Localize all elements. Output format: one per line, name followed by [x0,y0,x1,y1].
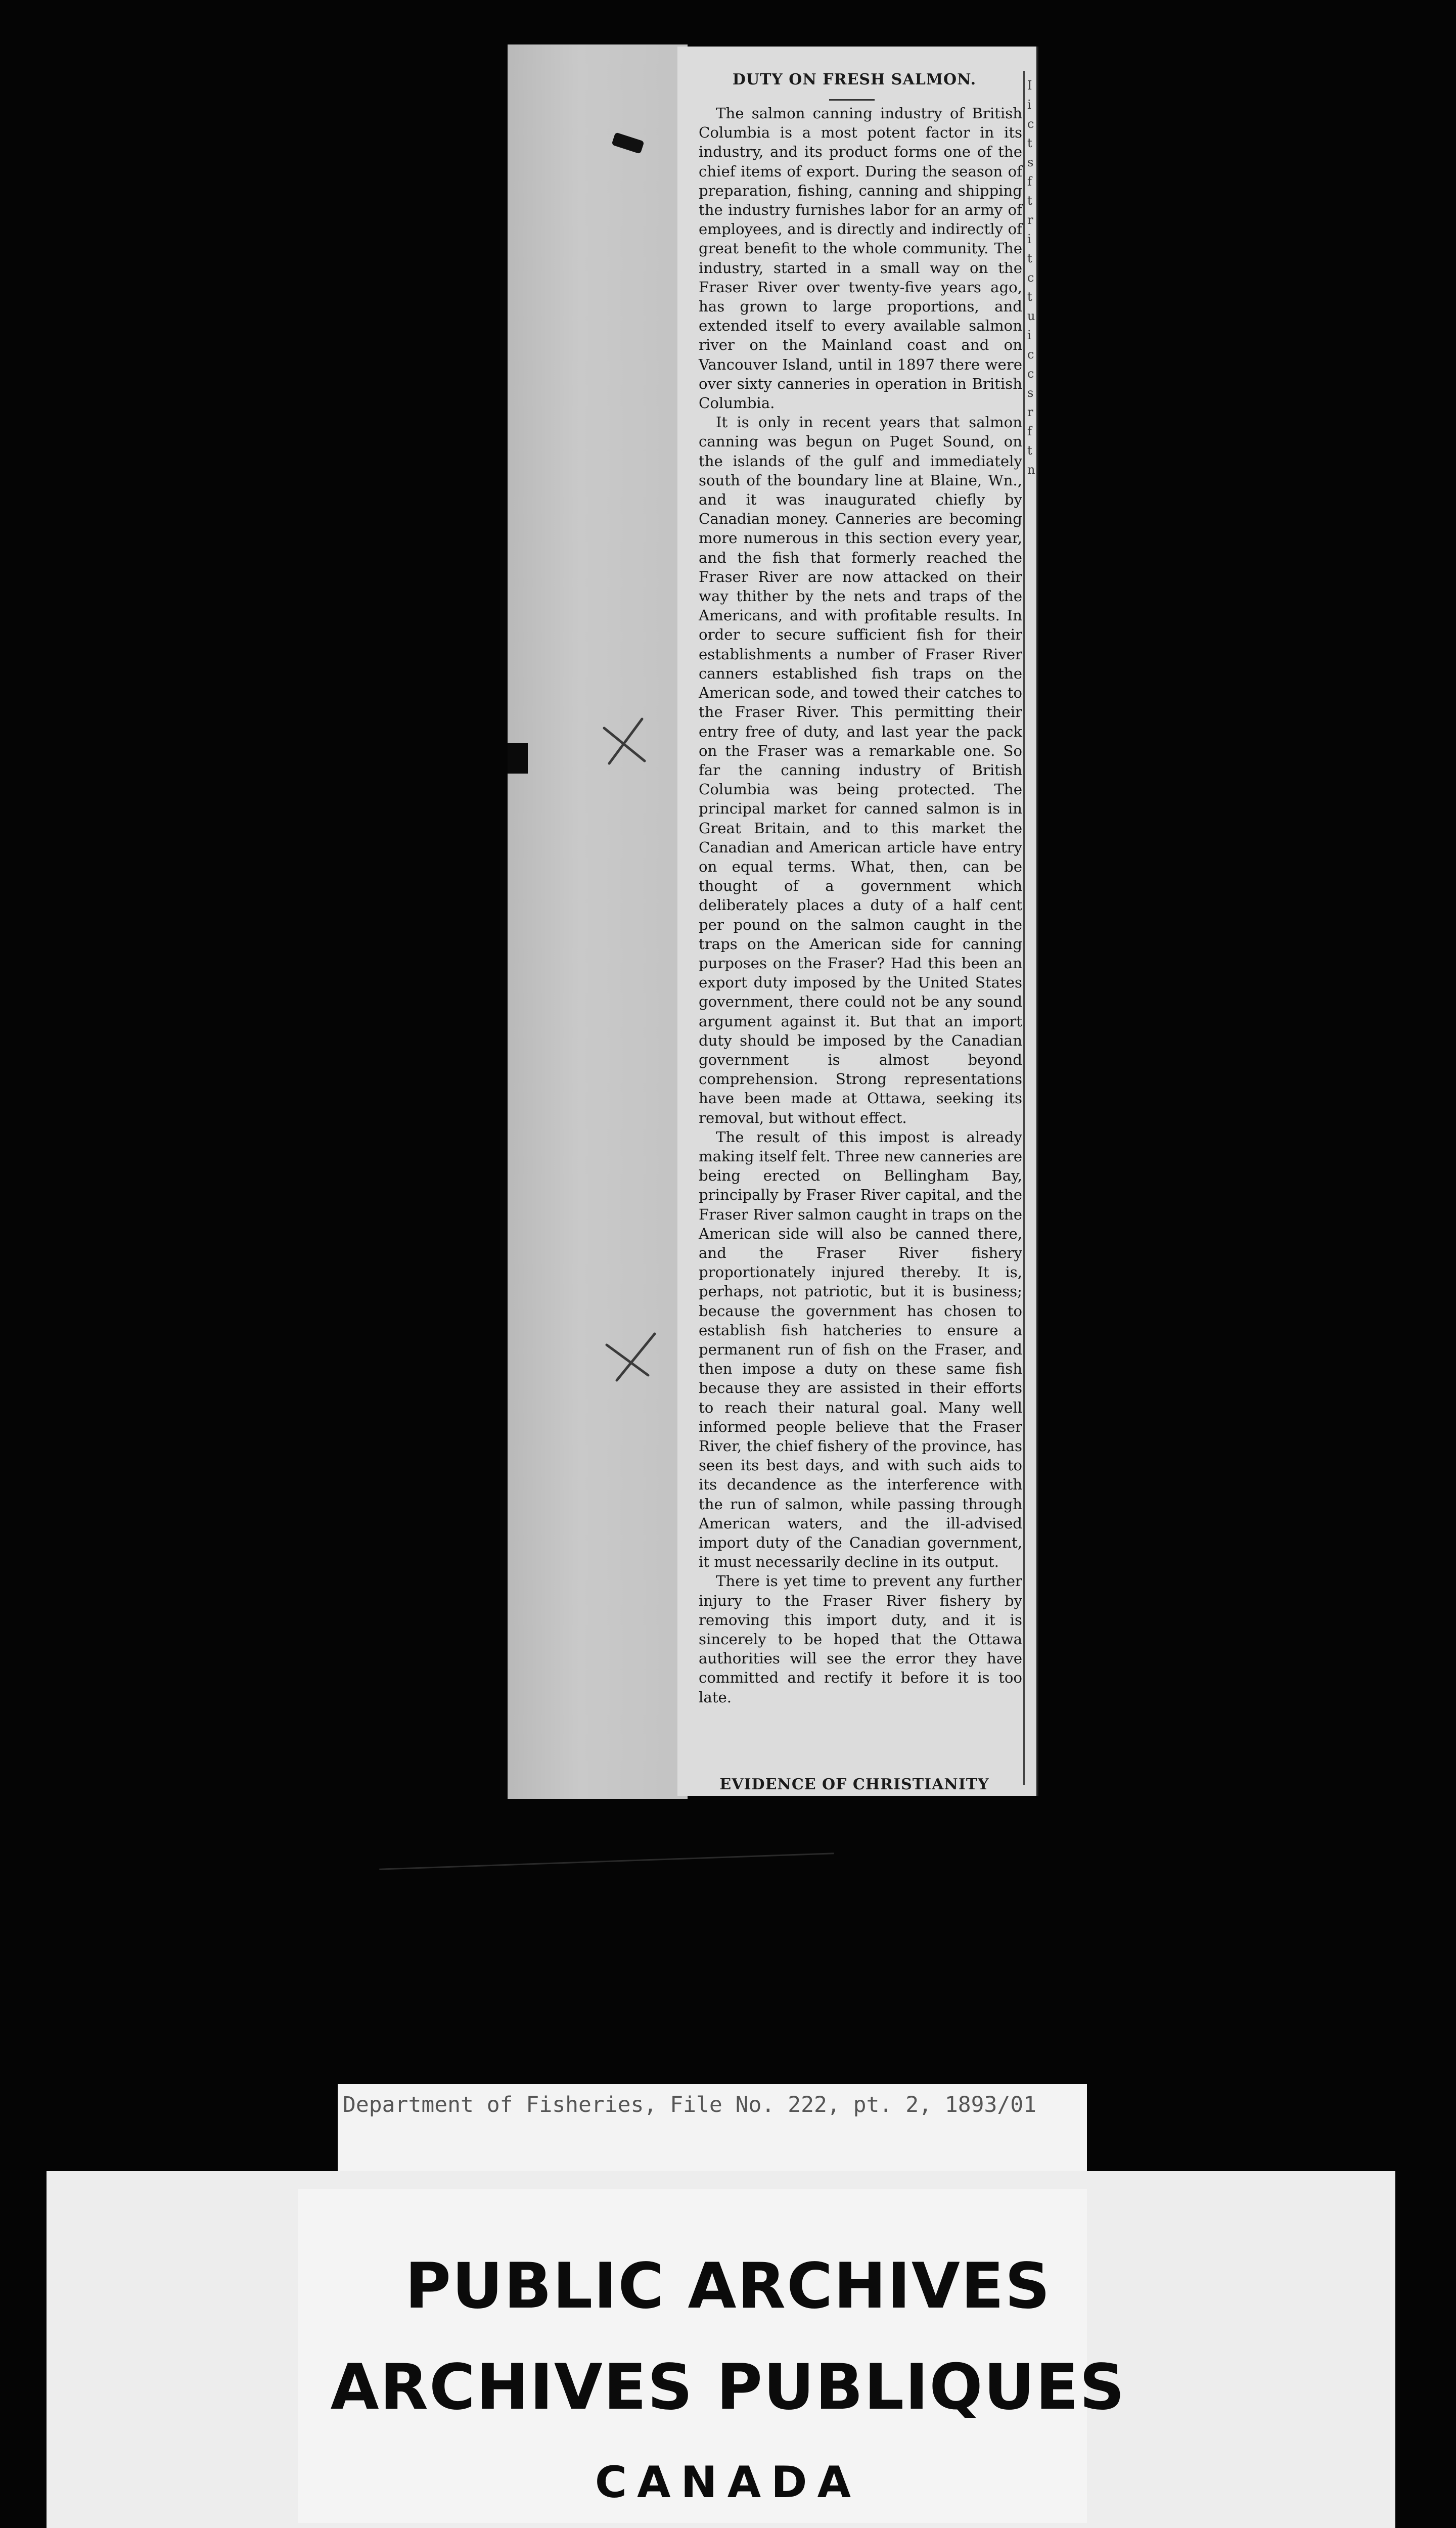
archives-title-english: PUBLIC ARCHIVES [405,2250,1051,2323]
article-paragraph: It is only in recent years that salmon canning was begun on Puget Sound, on the islands of the gulf and immediately south of the boundary line at Blaine, Wn., and it was inaugurated chiefly by Canadian money. Canneries are becoming more numerous in this section every year, and the fish that formerly reached the Fraser River are now attacked on their way thither by the nets and traps of the Americans, and with profitable results. In order to secure sufficient fish for their establishments a number of Fraser River canners established fish traps on the American sode, and towed their catches to the Fraser River. This permitting their entry free of duty, and last year the pack on the Fraser was a remarkable one. So far the canning industry of British Columbia was being protected. The principal market for canned salmon is in Great Britain, and to this market the Canadian and American article have entry on equal terms. What, then, can be thought of a government which deliberately places a duty of a half cent per pound on the salmon caught in the traps on the American side for canning purposes on the Fraser? Had this been an export duty imposed by the United States government, there could not be any sound argument against it. But that an import duty should be imposed by the Canadian government is almost beyond comprehension. Strong representations have been made at Ottawa, seeking its removal, but without effect. [699,414,1022,1126]
next-article-headline: EVIDENCE OF CHRISTIANITY [719,1776,989,1793]
film-streak [379,1853,834,1870]
column-rule [1023,71,1025,1785]
file-reference-text: Department of Fisheries, File No. 222, pt. 2, 1893/01 [343,2092,1037,2117]
pencil-x-mark-upper [597,713,652,769]
archives-country: CANADA [595,2457,861,2508]
archives-title-french: ARCHIVES PUBLIQUES [330,2351,1126,2424]
article-headline: DUTY ON FRESH SALMON. [732,71,977,88]
article-paragraph: The salmon canning industry of British Columbia is a most potent factor in its industry, and its product forms one of the chief items of export. During the season of preparation, fishing, canning and shipping the industry furnishes labor for an army of employees, and is directly and indirectly of great benefit to the whole community. The industry, started in a small way on the Fraser River over twenty-five years ago, has grown to large proportions, and extended itself to every available salmon river on the Mainland coast and on Vancouver Island, until in 1897 there were over sixty canneries in operation in British Columbia. [699,105,1022,412]
article-body [699,104,1022,1707]
strip-notch [508,743,528,774]
adjacent-column-edge-letters: I i c t s f t r i t c t u i c c s r f t n [1027,78,1035,477]
article-paragraph: There is yet time to prevent any further injury to the Fraser River fishery by removing this import duty, and it is sincerely to be hoped that the Ottawa authorities will see the error they have committed and rectify it before it is too late. [699,1572,1022,1706]
article-paragraph: The result of this impost is already making itself felt. Three new canneries are being erected on Bellingham Bay, principally by Fraser River capital, and the Fraser River salmon caught in traps on the American side will also be canned there, and the Fraser River fishery proportionately injured thereby. It is, perhaps, not patriotic, but it is business; because the government has chosen to establish fish hatcheries to ensure a permanent run of fish on the Fraser, and then impose a duty on these same fish because they are assisted in their efforts to reach their natural goal. Many well informed people believe that the Fraser River, the chief fishery of the province, has seen its best days, and with such aids to its decandence as the interference with the run of salmon, while passing through American waters, and the ill-advised import duty of the Canadian government, it must necessarily decline in its output. [699,1128,1022,1571]
headline-rule [829,99,875,101]
clipping-backing-strip [508,44,688,1799]
pencil-x-mark-lower [602,1330,657,1385]
